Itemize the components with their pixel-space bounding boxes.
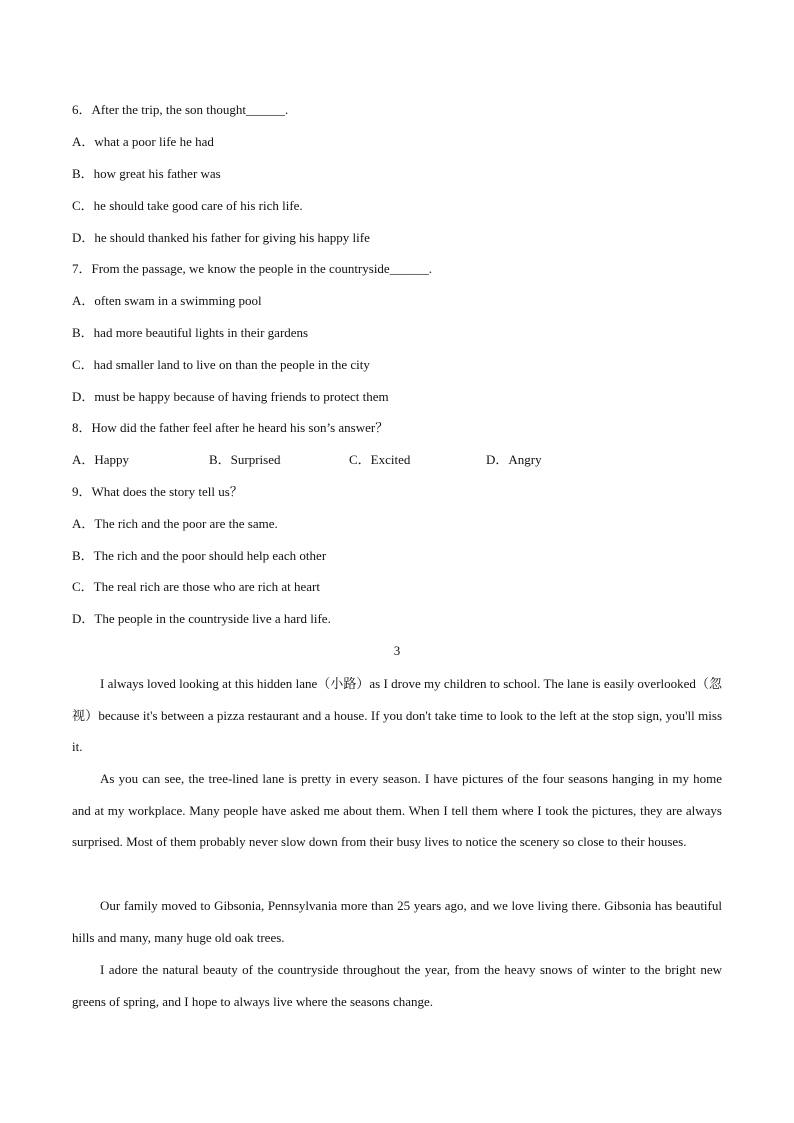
passage-paragraph-3: Our family moved to Gibsonia, Pennsylvania more than 25 years ago, and we love living there. Gibsonia has beautiful hills and many, many huge old oak trees.	[72, 898, 722, 945]
question-6-option-b: B．how great his father was	[72, 166, 221, 181]
question-8-options	[72, 451, 722, 469]
question-6-option-d: D．he should thanked his father for giving his happy life	[72, 230, 370, 245]
question-6-stem: 6．After the trip, the son thought______.	[72, 102, 289, 117]
question-8-option-b: B．Surprised	[209, 452, 281, 467]
question-8-option-a: A．Happy	[72, 452, 130, 467]
question-9-option-d: D．The people in the countryside live a hard life.	[72, 611, 331, 626]
question-9-option-b: B．The rich and the poor should help each other	[72, 548, 327, 563]
passage-paragraph-4: I adore the natural beauty of the countryside throughout the year, from the heavy snows of winter to the bright new greens of spring, and I hope to always live where the seasons change.	[72, 962, 722, 1009]
question-7-option-c: C．had smaller land to live on than the people in the city	[72, 357, 370, 372]
question-8-stem: 8．How did the father feel after he heard his son’s answer？	[72, 420, 389, 435]
question-9-option-c: C．The real rich are those who are rich at heart	[72, 579, 320, 594]
question-9-option-a: A．The rich and the poor are the same.	[72, 516, 278, 531]
passage-paragraph-1: I always loved looking at this hidden lane（小路）as I drove my children to school. The lane is easily overlooked（忽视）because it's between a pizza restaurant and a house. If you don't take time to look to the left at the stop sign, you'll miss it.	[72, 676, 722, 755]
question-6-option-a: A．what a poor life he had	[72, 134, 214, 149]
question-9-stem: 9．What does the story tell us？	[72, 484, 243, 499]
question-7-stem: 7．From the passage, we know the people in the countryside______.	[72, 261, 432, 276]
question-8-option-d: D．Angry	[486, 452, 542, 467]
question-6-option-c: C．he should take good care of his rich life.	[72, 198, 303, 213]
question-7-option-d: D．must be happy because of having friends to protect them	[72, 389, 389, 404]
question-7-option-b: B．had more beautiful lights in their gardens	[72, 325, 309, 340]
section-number: 3	[393, 643, 401, 658]
question-7-option-a: A．often swam in a swimming pool	[72, 293, 262, 308]
passage-paragraph-2: As you can see, the tree-lined lane is pretty in every season. I have pictures of the four seasons hanging in my home and at my workplace. Many people have asked me about them. When I tell them where I took the pictures, they are always surprised. Most of them probably never slow down from their busy lives to notice the scenery so close to their houses.	[72, 771, 722, 850]
question-8-option-c: C．Excited	[349, 452, 411, 467]
